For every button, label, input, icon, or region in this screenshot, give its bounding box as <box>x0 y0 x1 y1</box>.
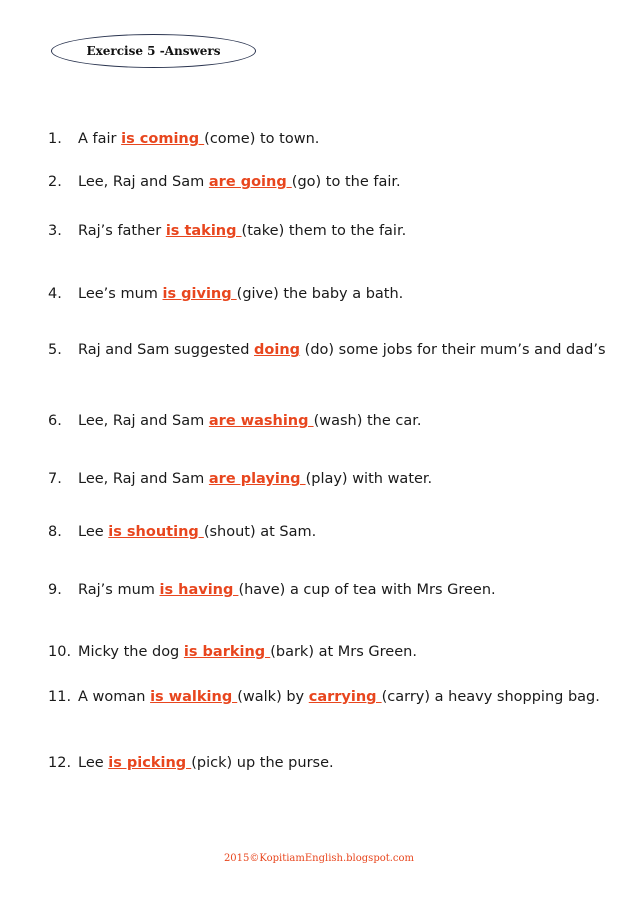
sentence-text: (carry) a heavy shopping bag. <box>381 689 600 705</box>
answer-verb: is picking <box>108 755 192 771</box>
item-sentence <box>78 520 608 544</box>
answer-item <box>48 467 608 491</box>
item-sentence <box>78 685 608 709</box>
item-sentence <box>78 578 608 602</box>
sentence-text: (wash) the car. <box>313 413 422 429</box>
sentence-text: Raj’s father <box>78 223 166 239</box>
sentence-text: Lee, Raj and Sam <box>78 174 209 190</box>
item-sentence <box>78 282 608 306</box>
item-sentence <box>78 751 608 775</box>
sentence-text: (give) the baby a bath. <box>236 286 404 302</box>
item-number: 1. <box>48 131 62 147</box>
answer-verb: is shouting <box>108 524 204 540</box>
answer-item <box>48 170 608 194</box>
answer-verb: is giving <box>162 286 237 302</box>
answer-item <box>48 640 608 664</box>
item-number: 10. <box>48 644 72 660</box>
answer-verb: are washing <box>208 413 314 429</box>
answer-verb: is walking <box>150 689 238 705</box>
answer-item <box>48 520 608 544</box>
sentence-text: Lee <box>78 755 109 771</box>
answer-item <box>48 751 608 775</box>
item-number: 6. <box>48 413 62 429</box>
answer-verb: is barking <box>183 644 271 660</box>
sentence-text: Lee’s mum <box>78 286 163 302</box>
answer-verb: is taking <box>165 223 242 239</box>
sentence-text: (pick) up the purse. <box>191 755 334 771</box>
sentence-text: (come) to town. <box>204 131 320 147</box>
sentence-text: Lee, Raj and Sam <box>78 413 209 429</box>
item-number: 9. <box>48 582 62 598</box>
item-sentence <box>78 127 608 151</box>
answer-item <box>48 409 608 433</box>
answer-verb: are going <box>208 174 292 190</box>
sentence-text: Lee <box>78 524 109 540</box>
sentence-text: (take) them to the fair. <box>241 223 407 239</box>
sentence-text: (do) some jobs for their mum’s and dad’s <box>300 342 606 358</box>
sentence-text: Lee, Raj and Sam <box>78 471 209 487</box>
item-sentence <box>78 170 608 194</box>
answer-item <box>48 282 608 306</box>
sentence-text: (shout) at Sam. <box>203 524 317 540</box>
sentence-text: Raj and Sam suggested <box>78 342 255 358</box>
answer-verb: is having <box>159 582 239 598</box>
item-number: 5. <box>48 342 62 358</box>
answer-item <box>48 685 608 709</box>
exercise-title: Exercise 5 -Answers <box>51 34 256 68</box>
sentence-text: A fair <box>78 131 122 147</box>
item-sentence <box>78 219 608 243</box>
item-number: 7. <box>48 471 62 487</box>
answer-item <box>48 578 608 602</box>
item-sentence <box>78 640 608 664</box>
answer-item <box>48 127 608 151</box>
sentence-text: (go) to the fair. <box>291 174 401 190</box>
answer-item <box>48 338 608 362</box>
sentence-text: (bark) at Mrs Green. <box>270 644 417 660</box>
sentence-text: Raj’s mum <box>78 582 160 598</box>
sentence-text: Micky the dog <box>78 644 184 660</box>
sentence-text: A woman <box>78 689 151 705</box>
item-sentence <box>78 467 608 491</box>
sentence-text: (walk) by <box>237 689 309 705</box>
answer-verb: are playing <box>208 471 306 487</box>
answer-verb: doing <box>254 342 301 358</box>
item-sentence <box>78 338 608 362</box>
sentence-text: (play) with water. <box>305 471 433 487</box>
answer-verb: is coming <box>121 131 205 147</box>
item-number: 12. <box>48 755 72 771</box>
item-number: 3. <box>48 223 62 239</box>
answer-verb: carrying <box>308 689 382 705</box>
item-number: 8. <box>48 524 62 540</box>
item-number: 4. <box>48 286 62 302</box>
item-number: 11. <box>48 689 72 705</box>
answer-item <box>48 219 608 243</box>
footer-credit: 2015©KopitiamEnglish.blogspot.com <box>223 853 415 864</box>
item-number: 2. <box>48 174 62 190</box>
item-sentence <box>78 409 608 433</box>
sentence-text: (have) a cup of tea with Mrs Green. <box>238 582 496 598</box>
